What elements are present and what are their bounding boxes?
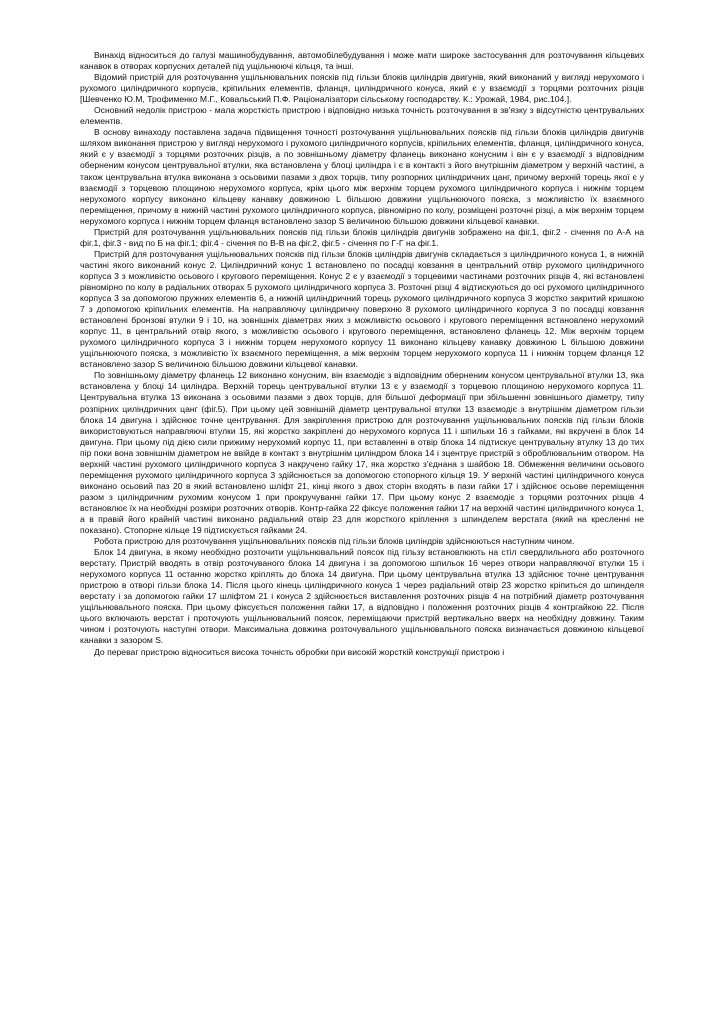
paragraph-known-device: Відомий пристрій для розточування ущільнювальних поясків під гільзи блоків циліндрів двигунів, який виконаний у вигляді нерухомого і рухомого циліндричного корпусів, кріпильних елементів, фланця, циліндричного конуса, який є у взаємодії з торцями розточних різців [Шевченко Ю.М, Трофименко М.Г., Ковальський П.Ф. Раціоналізатори сільському господарству. К.: Урожай, 1984, рис.104.].	[80, 72, 644, 105]
paragraph-advantages: До переваг пристрою відноситься висока точність обробки при високій жорсткій конструкції пристрою і	[94, 646, 505, 657]
paragraph-operation-intro: Робота пристрою для розточування ущільнювальних поясків під гільзи блоків циліндрів здійснюються наступним чином.	[94, 536, 575, 547]
paragraph-flange-centering: По зовнішньому діаметру фланець 12 виконано конусним, він взаємодіє з відповідним оберненим конусом центрувальної втулки 13, яка встановлена у блоці 14 циліндра. Верхній торець центрувальної втулки 13 є у взаємодії з торцевою площиною нерухомого корпуса 11. Центрувальна втулка 13 виконана з осьовими пазами з двох торців, для більшої деформації при збільшенні зовнішнього діаметру, типу розпірних циліндричних цанг (фіг.5). При цьому цей зовнішній діаметр центрувальної втулки 13 взаємодіє з внутрішнім діаметром гільзи блока 14 двигуна і здійснює точне центрування. Для закріплення пристрою для розточування ущільнювальних поясків під гільзи блоків використовуються направляючі втулки 15, які жорстко закріплені до нерухомого корпуса 11 і шпильки 16 з гайками, які вкручені в блок 14 двигуна. При цьому під дією сили прижиму нерухомий корпус 11, при вставленні в отвір блока 14 підтискує центрувальну втулку 13 до тих пір поки вона зовнішнім діаметром не ввійде в контакт з внутрішнім циліндром блока 14 і зцентрує пристрій з оброблювальним отвором. На верхній частині рухомого циліндричного корпуса 3 накручено гайку 17, яка жорстко з'єднана з шайбою 18. Обмеження величини осьового переміщення рухомого циліндричного корпуса 3 здійснюється за допомогою стопорного кільця 19. У верхній частині циліндричного конуса виконано осьовий паз 20 в який встановлено шліфт 21, кінці якого з двох сторін входять в пази гайки 17 і здійснює осьове переміщення разом з циліндричним рухомим конусом 1 при прокручуванні гайки 17. При цьому конус 2 взаємодіє з торцями розточних різців 4 встановлює їх на необхідні розміри розточних отворів. Контр-гайка 22 фіксує положення гайки 17 на верхній частині циліндричного конуса 1, а в правій його крайній частині виконано радіальний отвір 23 для жорсткого кріплення з шпинделем верстата (який на кресленні не показано). Стопорне кільце 19 підтискується гайками 24.	[80, 370, 644, 536]
paragraph-invention-field: Винахід відноситься до галузі машинобудування, автомобілебудування і може мати широке застосування для розточування кільцевих канавок в отворах корпусних деталей під ущільнюючі кільця, та інші.	[80, 50, 644, 72]
paragraph-main-drawback: Основний недолік пристрою - мала жорсткість пристрою і відповідно низька точність розточування в зв'язку з відсутністю центрувальних елементів.	[80, 105, 644, 127]
paragraph-figures-list: Пристрій для розточування ущільнювальних поясків під гільзи блоків циліндрів двигунів зображено на фіг.1, фіг.2 - січення по А-А на фіг.1, фіг.3 - вид по Б на фіг.1; фіг.4 - січення по В-В на фіг.2, фіг.5 - січення по Г-Г на фіг.1.	[80, 226, 644, 248]
paragraph-operation-steps: Блок 14 двигуна, в якому необхідно розточити ущільнювальний поясок під гільзу встановлюють на стіл свердлильного або розточного верстату. Пристрій вводять в отвір розточуваного блока 14 двигуна і за допомогою шпильок 16 через отвори направляючої втулки 15 і нерухомого корпуса 11 останню жорстко кріплять до блока 14 двигуна. При цьому центрувальна втулка 13 здійснює точне центрування пристрою в отворі гільзи блока 14. Після цього кінець циліндричного конуса 1 через радіальний отвір 23 жорстко кріпиться до шпинделя верстату і за допомогою гайки 17 шліфтом 21 і конуса 2 здійснюється виставлення розточних різців 4 на потрібний діаметр розточування ущільнювального пояска. При цьому фіксується положення гайки 17, а відповідно і положення розточних різців 4 контргайкою 22. Після цього включають верстат і проточують ущільнювальний поясок, переміщаючи пристрій вертикально вверх на необхідну довжину. Таким чином і розточують наступні отвори. Максимальна довжина розточувального ущільнювального пояска визначається довжиною кільцевої канавки з зазором S.	[80, 547, 644, 646]
paragraph-invention-task: В основу винаходу поставлена задача підвищення точності розточування ущільнювальних поясків під гільзи блоків циліндрів двигунів шляхом виконання пристрою у вигляді нерухомого і рухомого циліндричного корпусів, кріпильних елементів, фланця, циліндричного конуса, який є у взаємодії з торцями розточних різців, а по зовнішньому діаметру фланець виконано конусним і він є у взаємодії з відповідним оберненим конусом центрувальної втулки, яка встановлена у блоці циліндра і є в контакті з його внутрішнім діаметром у верхній частині, а також центрувальна втулка виконана з осьовими пазами з двох торців, типу розпорних циліндричних цанг, причому верхній торець якої є у взаємодії з торцевою площиною нерухомого корпуса, крім цього між верхнім торцем рухомого циліндричного корпуса і нижнім торцем нерухомого корпусу виконано кільцеву канавку довжиною L більшою довжини ущільнюючого пояска, з можливістю їх взаємного переміщення, причому в нижній частині рухомого циліндричного корпуса, рівномірно по колу, розміщені розточні різці, а між верхнім торцем нерухомого корпуса і нижнім торцем фланця встановлено зазор S величиною більшою довжини кільцевої канавки.	[80, 127, 644, 226]
paragraph-device-composition: Пристрій для розточування ущільнювальних поясків під гільзи блоків циліндрів двигунів складається з циліндричного конуса 1, в нижній частині якого виконаний конус 2. Циліндричний конус 1 встановлено по посадці ковзання в центральний отвір рухомого циліндричного корпуса 3 з можливістю осьового і кругового переміщення. Конус 2 є у взаємодії з торцевими частинами розточних різців 4, які встановлені рівномірно по колу в радіальних отворах 5 рухомого циліндричного корпуса 3. Розточні різці 4 відтискуються до осі рухомого циліндричного корпуса 3 за допомогою пружних елементів 6, а нижній циліндричний торець рухомого циліндричного корпуса 3 жорстко закритий кришкою 7 з допомогою кріпильних елементів. На направляючу циліндричну поверхню 8 рухомого циліндричного корпуса 3 по посадці ковзання встановлені бронзові втулки 9 і 10, на зовнішніх діаметрах яких з можливістю осьового і кругового переміщення встановлено нерухомий корпус 11, в центральний отвір якого, з можливістю осьового і кругового переміщення, встановлено фланець 12. Між верхнім торцем рухомого циліндричного корпуса 3 і нижнім торцем нерухомого корпусу 11 виконано кільцеву канавку довжиною L більшою довжини ущільнюючого пояска, з можливістю їх взаємного переміщення, а між верхнім торцем нерухомого корпуса 11 і нижнім торцем фланця 12 встановлено зазор S величиною більшою довжини кільцевої канавки.	[80, 248, 644, 370]
